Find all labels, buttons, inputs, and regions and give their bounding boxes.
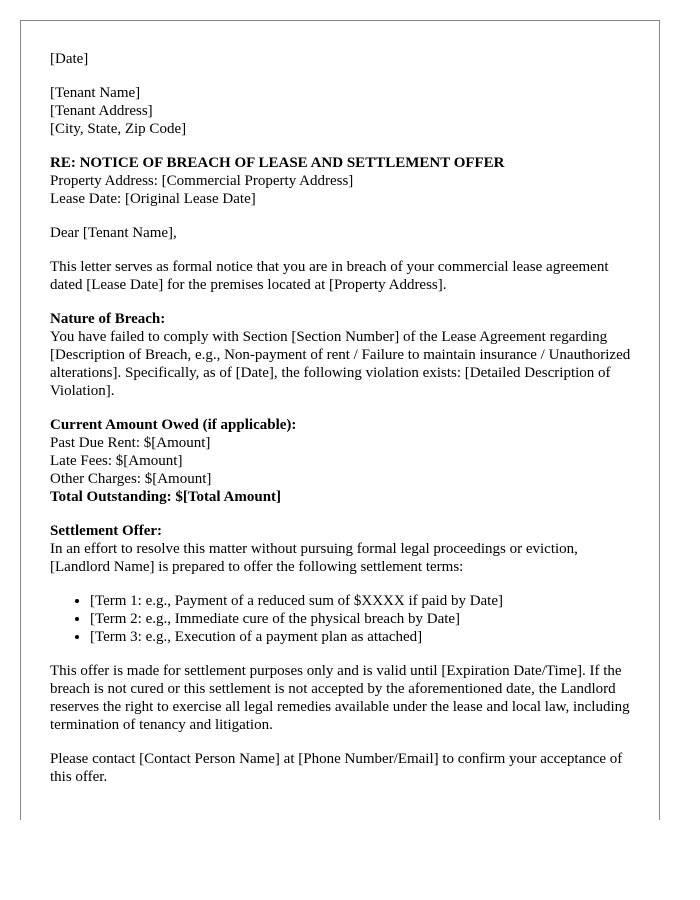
recipient-block bbox=[50, 84, 640, 138]
tenant-name: [Tenant Name] bbox=[50, 85, 141, 101]
property-address-line: Property Address: [Commercial Property Address] bbox=[50, 173, 354, 189]
settlement-term: • [Term 3: e.g., Execution of a payment plan as attached] bbox=[90, 628, 640, 646]
validity-paragraph: This offer is made for settlement purposes only and is valid until [Expiration Date/Time]. If the breach is not cured or this settlement is not accepted by the aforementioned date, the Landlord reserves the right to exercise all legal remedies available under the lease and local law, including termination of tenancy and litigation. bbox=[50, 663, 630, 733]
nature-of-breach-text: You have failed to comply with Section [Section Number] of the Lease Agreement regarding [Description of Breach, e.g., Non-payment of rent / Failure to maintain insurance / Unauthorized alterations]. Specifically, as of [Date], the following violation exists: [Detailed Description of Violation]. bbox=[50, 329, 631, 399]
salutation: Dear [Tenant Name], bbox=[50, 225, 177, 241]
subject-block bbox=[50, 154, 640, 208]
total-outstanding-line: Total Outstanding: $[Total Amount] bbox=[50, 489, 282, 505]
date-block bbox=[50, 50, 640, 68]
tenant-city-state-zip: [City, State, Zip Code] bbox=[50, 121, 187, 137]
intro-paragraph: This letter serves as formal notice that you are in breach of your commercial lease agreement dated [Lease Date] for the premises located at [Property Address]. bbox=[50, 259, 609, 293]
settlement-offer-section bbox=[50, 522, 640, 576]
re-line: RE: NOTICE OF BREACH OF LEASE AND SETTLEMENT OFFER bbox=[50, 155, 505, 171]
settlement-offer-text: In an effort to resolve this matter without pursuing formal legal proceedings or eviction, [Landlord Name] is prepared to offer the following settlement terms: bbox=[50, 541, 578, 575]
late-fees-line: Late Fees: $[Amount] bbox=[50, 453, 183, 469]
letter-body bbox=[50, 50, 640, 802]
lease-date-line: Lease Date: [Original Lease Date] bbox=[50, 191, 256, 207]
settlement-terms-list bbox=[50, 592, 640, 646]
letter-page bbox=[20, 20, 660, 820]
past-due-rent-line: Past Due Rent: $[Amount] bbox=[50, 435, 211, 451]
settlement-term: • [Term 2: e.g., Immediate cure of the physical breach by Date] bbox=[90, 610, 640, 628]
amount-owed-heading: Current Amount Owed (if applicable): bbox=[50, 417, 297, 433]
settlement-term: • [Term 1: e.g., Payment of a reduced sum of $XXXX if paid by Date] bbox=[90, 592, 640, 610]
settlement-offer-heading: Settlement Offer: bbox=[50, 523, 163, 539]
contact-paragraph: Please contact [Contact Person Name] at [Phone Number/Email] to confirm your acceptance of this offer. bbox=[50, 751, 623, 785]
salutation-block bbox=[50, 224, 640, 242]
other-charges-line: Other Charges: $[Amount] bbox=[50, 471, 212, 487]
nature-of-breach-section bbox=[50, 310, 640, 400]
tenant-address: [Tenant Address] bbox=[50, 103, 153, 119]
amount-owed-section bbox=[50, 416, 640, 506]
letter-date: [Date] bbox=[50, 51, 89, 67]
nature-of-breach-heading: Nature of Breach: bbox=[50, 311, 166, 327]
